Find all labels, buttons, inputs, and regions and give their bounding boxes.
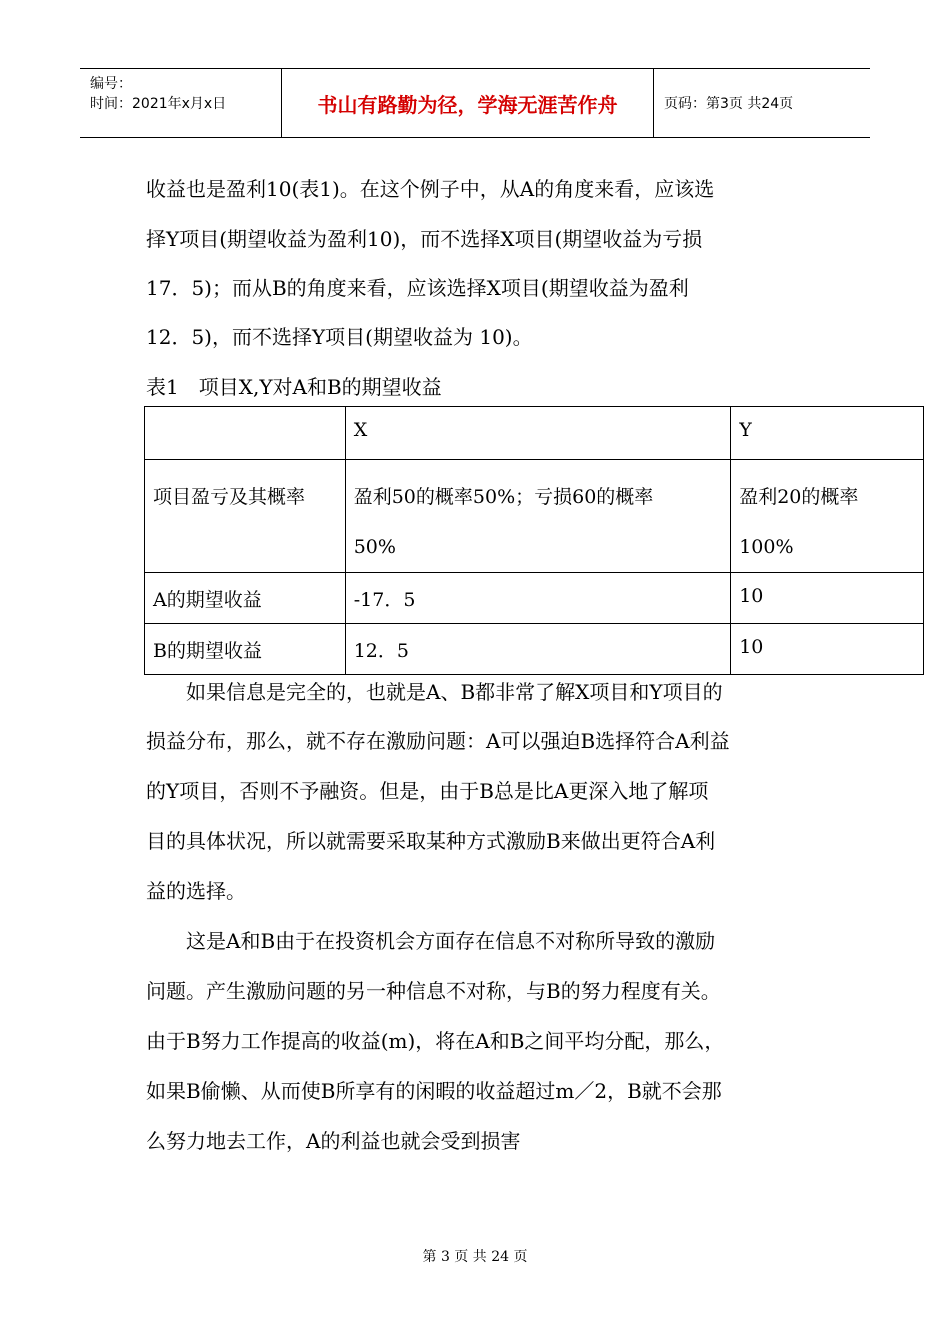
- para1-line-2: 择Y项目(期望收益为盈利10)，而不选择X项目(期望收益为亏损: [146, 227, 703, 251]
- table-cell: 10: [731, 624, 924, 675]
- header-page-label: 页码：第3页 共24页: [664, 96, 794, 112]
- para2-line-5: 益的选择。: [146, 879, 246, 903]
- para2-line-4: 目的具体状况，所以就需要采取某种方式激励B来做出更符合A利: [146, 829, 716, 853]
- header-motto: [282, 69, 654, 137]
- para3-line-3: 由于B努力工作提高的收益(m)，将在A和B之间平均分配，那么，: [146, 1029, 725, 1053]
- motto-text: 书山有路勤为径，学海无涯苦作舟: [317, 92, 618, 117]
- table-row: [145, 624, 924, 675]
- table-cell: 项目盈亏及其概率: [145, 460, 346, 573]
- page-footer: 第 3 页 共 24 页: [422, 1249, 528, 1265]
- table-row: [145, 460, 924, 573]
- para3-line-5: 么努力地去工作，A的利益也就会受到损害: [146, 1129, 521, 1153]
- table-row: [145, 573, 924, 624]
- para1-line-3: 17．5)；而从B的角度来看，应该选择X项目(期望收益为盈利: [146, 276, 689, 300]
- table-cell: 10: [731, 573, 924, 624]
- para3-line-4: 如果B偷懒、从而使B所享有的闲暇的收益超过m／2，B就不会那: [146, 1079, 722, 1103]
- para3-line-2: 问题。产生激励问题的另一种信息不对称，与B的努力程度有关。: [146, 979, 721, 1003]
- table-caption: 表1 项目X,Y对A和B的期望收益: [146, 375, 442, 399]
- table-cell: A的期望收益: [145, 573, 346, 624]
- table-header-cell: X: [345, 407, 730, 460]
- page-header: [80, 68, 870, 138]
- para3-line-1: 这是A和B由于在投资机会方面存在信息不对称所导致的激励: [146, 929, 716, 953]
- header-meta: [80, 69, 282, 137]
- table-cell: B的期望收益: [145, 624, 346, 675]
- table-cell: -17．5: [345, 573, 730, 624]
- para2-line-2: 损益分布，那么，就不存在激励问题：A可以强迫B选择符合A利益: [146, 729, 730, 753]
- date-label: 时间：2021年x月x日: [90, 96, 227, 112]
- para2-line-1: 如果信息是完全的，也就是A、B都非常了解X项目和Y项目的: [146, 680, 723, 704]
- para2-line-3: 的Y项目，否则不予融资。但是，由于B总是比A更深入地了解项: [146, 779, 709, 803]
- doc-number-label: 编号：: [90, 76, 132, 92]
- table-header-row: [145, 407, 924, 460]
- table-header-cell: [145, 407, 346, 460]
- table-cell: 12．5: [345, 624, 730, 675]
- table-header-cell: Y: [731, 407, 924, 460]
- table-cell: 盈利20的概率 100%: [731, 460, 924, 573]
- para1-line-4: 12．5)，而不选择Y项目(期望收益为 10)。: [146, 325, 533, 349]
- expected-return-table: [144, 406, 924, 675]
- para1-line-1: 收益也是盈利10(表1)。在这个例子中，从A的角度来看，应该选: [146, 177, 715, 201]
- table-cell: 盈利50的概率50%；亏损60的概率 50%: [345, 460, 730, 573]
